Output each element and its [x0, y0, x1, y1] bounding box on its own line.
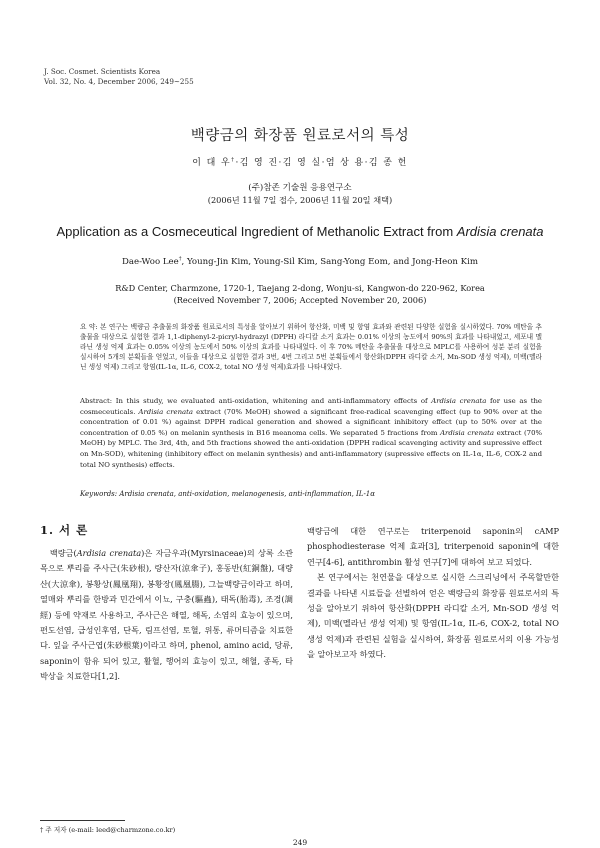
affiliation-korean: (주)참존 기술원 응용연구소	[248, 183, 352, 193]
title-korean: 백량금의 화장품 원료로서의 특성	[190, 128, 410, 144]
abstract-korean: 요 약: 본 연구는 백량금 추출물의 화장품 원료로서의 특성을 알아보기 위하여 항산화, 미백 및 항염 효과와 관련된 다양한 실험을 실시하였다. 70% 메탄올 추출물을 대상으로 실험한 결과 1,1-diphenyl-2-picryl-hydrazyl (DPPH) 라디칼 소거 효과는 0.01% 이상의 농도에서 90%의 효과를 나타내었고, 세포내 멜라닌 생성 억제 효과는 0.05% 이상의 농도에서 50% 이상의 효과를 나타내었다. 이 후 70% 메탄올 추출물을 대상으로 MPLC를 사용하여 성분 분리 실험을 실시하여 5개의 분획들을 얻었고, 이들을 대상으로 실험한 결과 3번, 4번 그리고 5번 분획들에서 항산화(DPPH 라디칼 소거, Mn-SOD 생성 억제), 미백(멜라닌 생성 억제) 그리고 항염(IL-1α, IL-6, COX-2, total NO 생성 억제)효과를 나타내었다.	[80, 323, 542, 371]
received-date-english: (Received November 7, 2006; Accepted November 20, 2006)	[173, 295, 427, 305]
abstract-text: for use as the cosmeceuticals.	[80, 397, 542, 416]
journal-volume: Vol. 32, No. 4, December 2006, 249~255	[44, 77, 194, 86]
received-date-korean: (2006년 11월 7일 접수, 2006년 11월 20일 채택)	[207, 195, 393, 205]
other-authors-ko: ·김 영 진·김 영 실·엄 상 용·김 종 헌	[235, 158, 408, 168]
abstract-text: In this study, we evaluated anti-oxidation, whitening and anti-inflammatory effects of	[112, 397, 432, 405]
body-column-left	[40, 546, 293, 685]
abstract-text: extract (70% MeOH) showed a significant free-radical scavenging effect (up to 90% over at the concentration of 0.01 %) against DPPH radical generation and showed a significant inhibitory effect (up to 50% over at the concentration of 0.05 %) on melanin synthesis in B16 meanoma cells. We separated 5 fractions from	[80, 407, 543, 437]
species-name: Ardisia crenata	[138, 407, 194, 416]
body-column-right	[307, 524, 559, 663]
abstract-text: extract (70% MeOH) by MPLC. The 3rd, 4th, and 5th fractions showed the anti-oxidation (DPPH radical scavenging activity and supressive effect on Mn-SOD), whitening (inhibitory effect on melanin synthesis) and anti-inflammatory (supressive effects on IL-1α, IL-6, COX-2 and total NO synthesis) effects.	[80, 428, 543, 469]
section-heading-introduction: 1. 서 론	[40, 523, 89, 537]
dagger-mark-en: †	[178, 256, 182, 263]
paragraph: 백량금에 대한 연구로는 triterpenoid saponin의 cAMP phosphodiesterase 억제 효과[3], triterpenoid saponin에 대한 연구[4-6], antithrombin 활성 연구[7]에 대하여 보고 되었다.	[307, 526, 559, 567]
species-name: Ardisia crenata	[440, 428, 495, 437]
paragraph	[40, 546, 293, 685]
abstract-english	[80, 396, 542, 470]
affiliation-english	[0, 282, 600, 306]
page-number: 249	[292, 838, 308, 847]
title-english	[0, 224, 600, 239]
paragraph-text: 백량금(	[49, 548, 77, 558]
abstract-label: Abstract:	[80, 397, 113, 405]
species-name: Ardisia crenata	[431, 397, 487, 405]
footnote-divider	[40, 820, 125, 821]
dagger-mark: †	[231, 157, 236, 163]
keywords-text: Ardisia crenata, anti-oxidation, melanogenesis, anti-inflammation, IL-1α	[117, 490, 375, 498]
other-authors-en: , Young-Jin Kim, Young-Sil Kim, Sang-Yong Eom, and Jong-Heon Kim	[181, 257, 479, 267]
title-en-species: Ardisia crenata	[456, 224, 544, 239]
first-author-ko: 이 대 우	[192, 158, 232, 168]
affiliation-address: R&D Center, Charmzone, 1720-1, Taejang 2-dong, Wonju-si, Kangwon-do 220-962, Korea	[115, 283, 485, 293]
species-name: Ardisia crenata	[76, 548, 142, 558]
footnote: † 주 저자 (e-mail: leed@charmzone.co.kr)	[40, 826, 176, 834]
journal-info	[44, 67, 194, 87]
title-en-main: Application as a Cosmeceutical Ingredient of Methanolic Extract from	[56, 224, 457, 239]
authors-english	[0, 257, 600, 267]
keywords-label: Keywords:	[80, 490, 118, 498]
journal-name: J. Soc. Cosmet. Scientists Korea	[44, 67, 161, 76]
paragraph-text: )은 자금우과(Myrsinaceae)의 상록 소관목으로 뿌리를 주사근(朱砂根), 량산자(涼傘子), 홍동반(紅銅盤), 대량산(大涼傘), 봉황상(鳳凰翔), 봉황장(鳳凰腸), 그늘백량금이라고 하며, 열매와 뿌리를 한방과 민간에서 이뇨, 구충(驅蟲), 태독(胎毒), 조경(調經) 등에 약재로 사용하고, 주사근은 해열, 해독, 소염의 효능이 있으며, 편도선염, 급성인후염, 단독, 림프선염, 토혈, 위통, 류머티즘을 치료한다. 잎을 주사근엽(朱砂根葉)이라고 하며, phenol, amino acid, 당류, saponin이 함유 되어 있고, 활혈, 행어의 효능이 있고, 해혈, 종독, 타박상을 치료한다[1,2].	[40, 548, 293, 682]
first-author-en: Dae-Woo Lee	[121, 257, 179, 267]
keywords	[80, 490, 542, 498]
authors-korean	[0, 155, 600, 168]
paragraph: 본 연구에서는 천연물을 대상으로 실시한 스크리닝에서 주목할만한 결과를 나타낸 시료들을 선별하여 얻은 백량금의 화장품 원료로서의 특성을 알아보기 위하여 항산화(DPPH 라디칼 소거, Mn-SOD 생성 억제), 미백(멜라닌 생성 억제) 및 항염(IL-1α, IL-6, COX-2, total NO 생성 억제)과 관련된 실험을 실시하여, 화장품 원료로서의 이용 가능성을 알아보고자 하였다.	[307, 572, 559, 660]
